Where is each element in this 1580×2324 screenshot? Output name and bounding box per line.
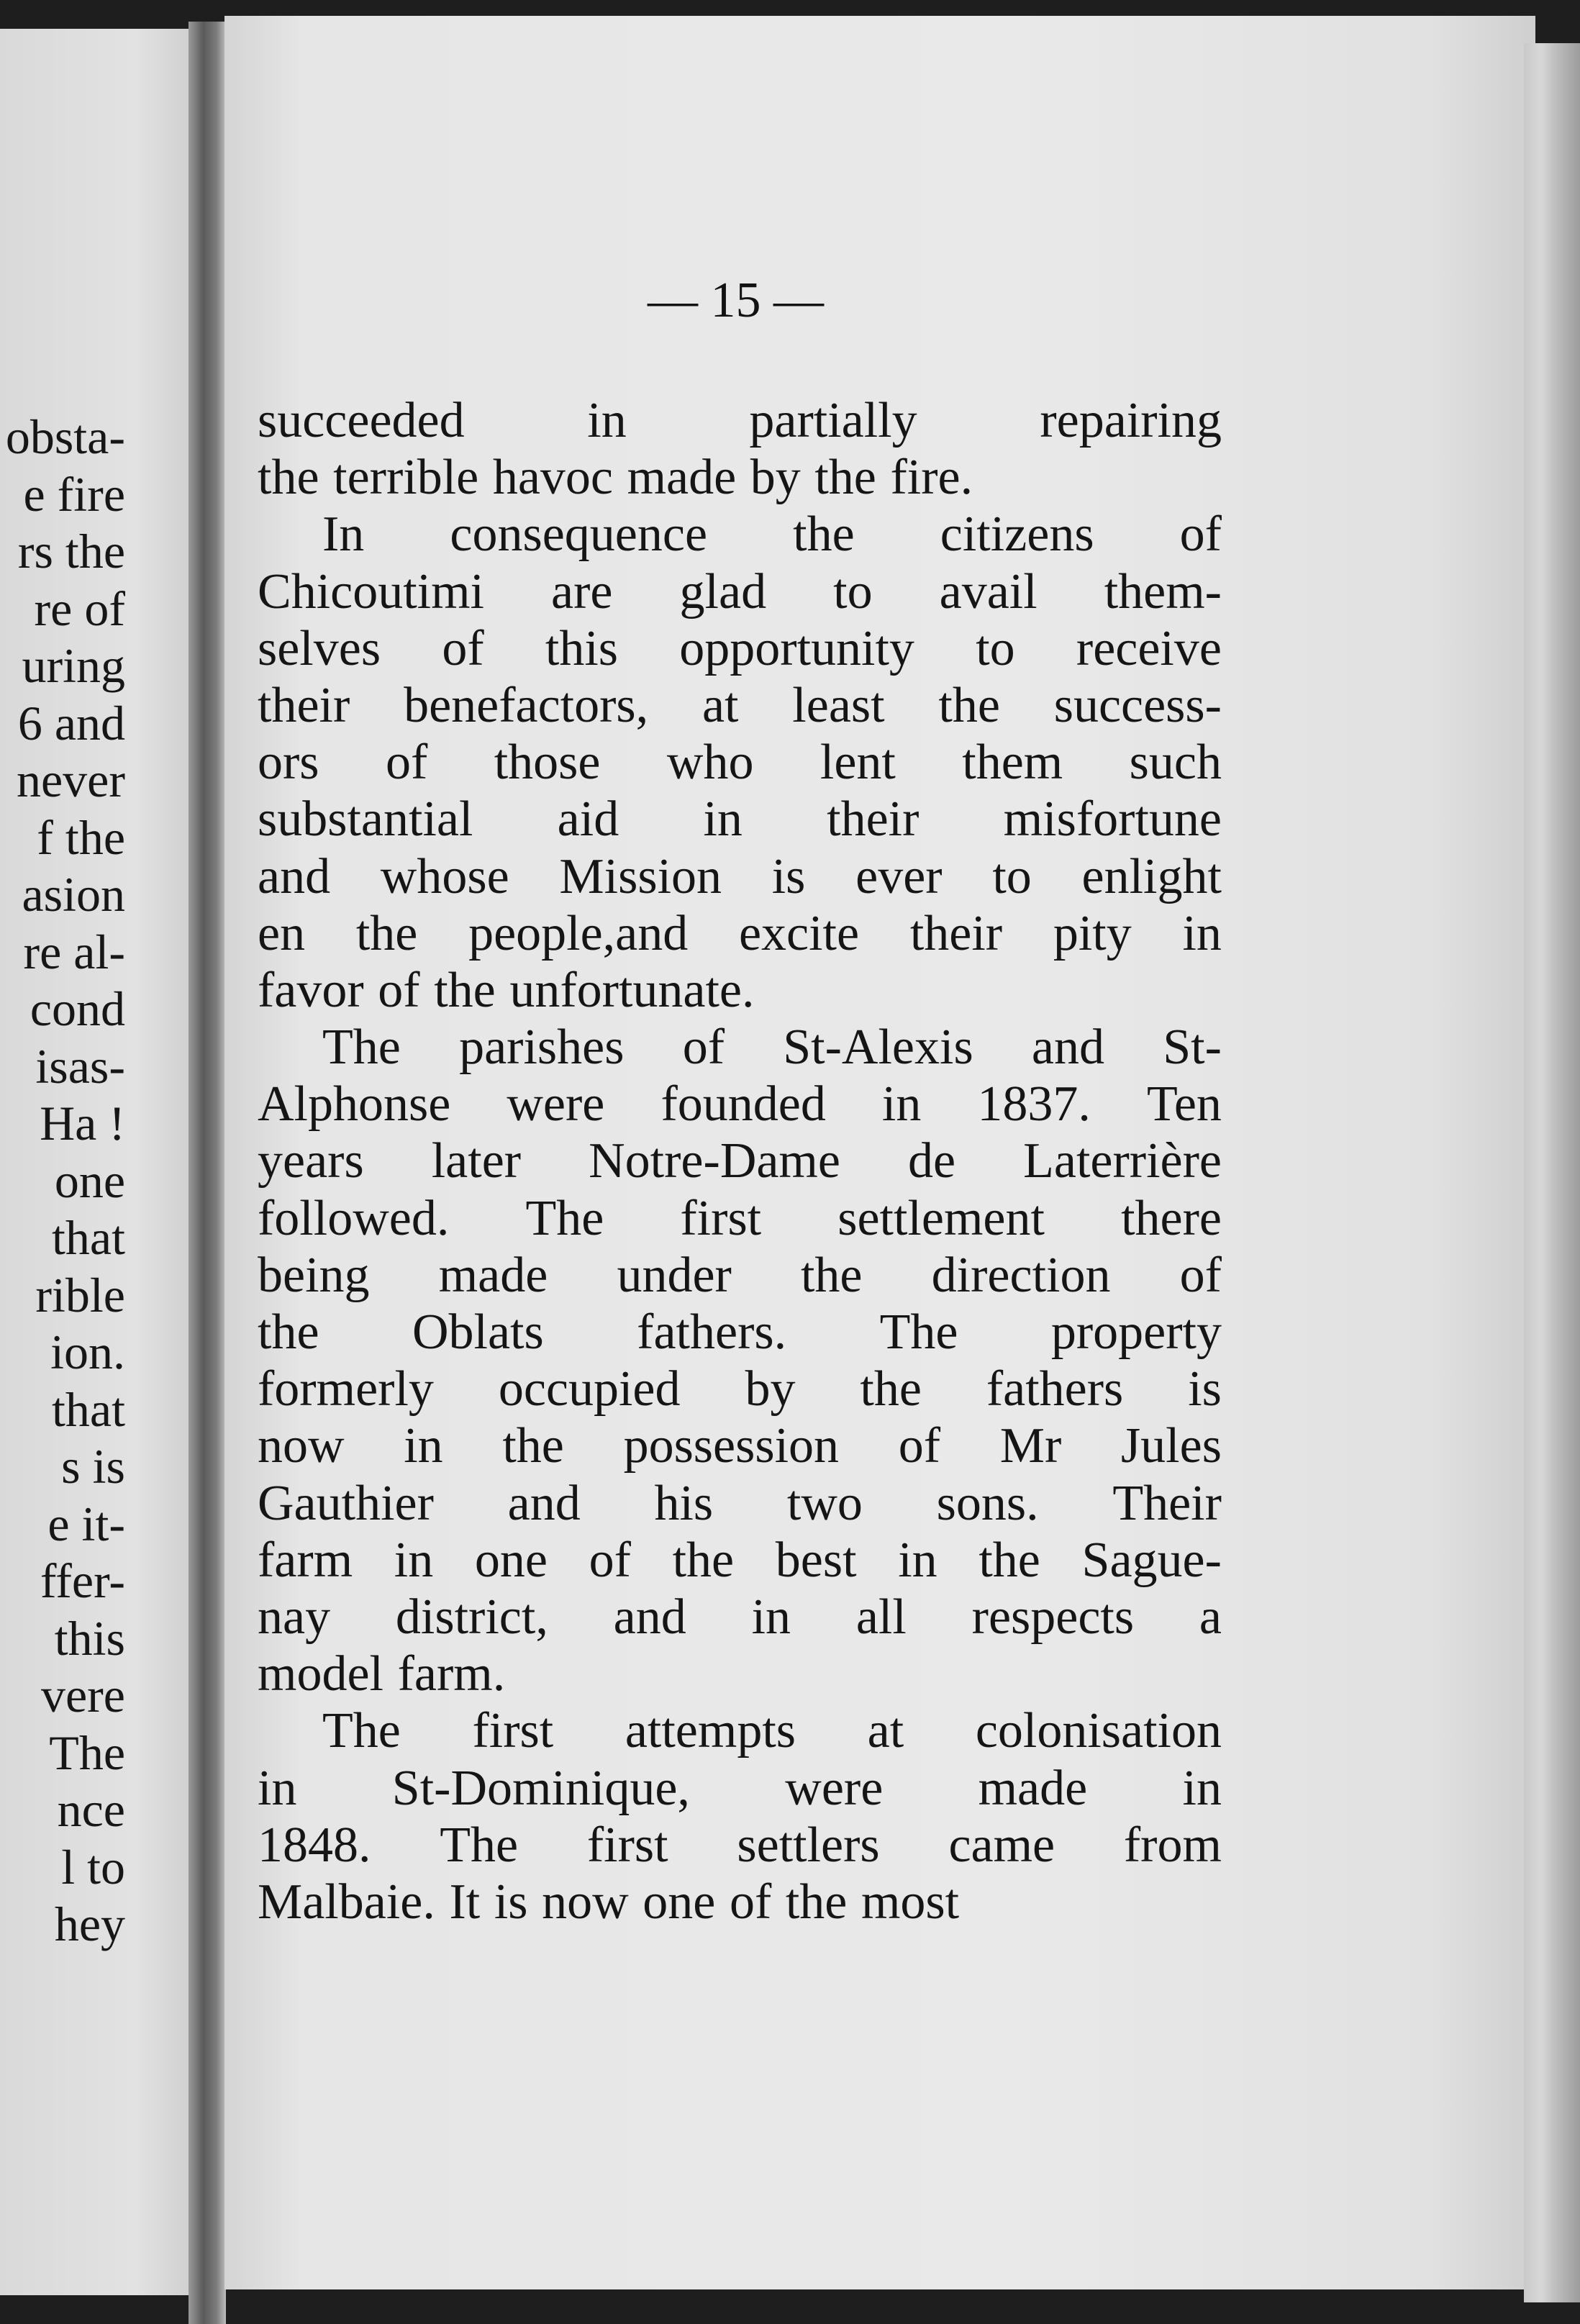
- text-line: in St-Dominique, were made in: [258, 1760, 1222, 1816]
- previous-page-line: uring: [22, 638, 125, 693]
- previous-page-line: rible: [35, 1267, 125, 1322]
- previous-page-line: isas-: [35, 1038, 125, 1094]
- previous-page-line: rs the: [17, 524, 125, 578]
- previous-page-fragment: [0, 29, 194, 2295]
- previous-page-line: f the: [37, 809, 125, 865]
- previous-page-line: nce: [57, 1782, 125, 1837]
- text-line: favor of the unfortunate.: [258, 962, 755, 1018]
- previous-page-line: l to: [61, 1839, 125, 1894]
- previous-page-line: hey: [54, 1897, 125, 1951]
- page-edge: [1524, 43, 1580, 2302]
- text-line: Chicoutimi are glad to avail them-: [258, 563, 1222, 619]
- previous-page-line: asion: [22, 867, 125, 922]
- previous-page-line: vere: [40, 1668, 125, 1722]
- text-line: and whose Mission is ever to enlight: [258, 848, 1222, 904]
- previous-page-line: Ha !: [40, 1096, 125, 1150]
- previous-page-line: that: [52, 1381, 125, 1437]
- text-line: being made under the direction of: [258, 1247, 1222, 1303]
- previous-page-line: this: [54, 1610, 125, 1666]
- previous-page-line: one: [54, 1153, 125, 1208]
- previous-page-line: e fire: [23, 466, 125, 522]
- previous-page-text: [6, 409, 125, 1953]
- text-line: succeeded in partially repairing: [258, 393, 1222, 448]
- previous-page-line: s is: [61, 1439, 125, 1494]
- previous-page-line: re al-: [23, 924, 125, 979]
- text-line: Gauthier and his two sons. Their: [258, 1475, 1222, 1531]
- previous-page-line: that: [52, 1210, 125, 1265]
- previous-page-line: ion.: [50, 1325, 125, 1379]
- page-body-text: [258, 392, 1222, 1930]
- text-line: years later Notre-Dame de Laterrière: [258, 1133, 1222, 1189]
- text-line: their benefactors, at least the success-: [258, 677, 1222, 733]
- text-line: the terrible havoc made by the fire.: [258, 450, 973, 506]
- text-line: now in the possession of Mr Jules: [258, 1418, 1222, 1474]
- text-line: selves of this opportunity to receive: [258, 620, 1222, 676]
- text-line: farm in one of the best in the Sague-: [258, 1532, 1222, 1588]
- text-line: nay district, and in all respects a: [258, 1589, 1222, 1645]
- text-line: ors of those who lent them such: [258, 735, 1222, 791]
- text-line: the Oblats fathers. The property: [258, 1304, 1222, 1360]
- text-line: formerly occupied by the fathers is: [258, 1361, 1222, 1417]
- previous-page-line: ffer-: [40, 1553, 125, 1608]
- text-line: followed. The first settlement there: [258, 1190, 1222, 1246]
- text-line: 1848. The first settlers came from: [258, 1817, 1222, 1873]
- book-gutter: [189, 22, 226, 2324]
- page-number: — 15 —: [648, 273, 824, 328]
- previous-page-line: 6 and: [17, 695, 125, 750]
- text-line: Alphonse were founded in 1837. Ten: [258, 1076, 1222, 1133]
- text-line: en the people,and excite their pity in: [258, 905, 1222, 961]
- previous-page-line: e it-: [47, 1496, 125, 1551]
- previous-page-line: cond: [29, 981, 125, 1036]
- text-line: Malbaie. It is now one of the most: [258, 1874, 960, 1930]
- previous-page-line: never: [16, 753, 125, 807]
- text-line: In consequence the citizens of: [322, 507, 1222, 563]
- previous-page-line: obsta-: [5, 409, 125, 464]
- previous-page-line: re of: [34, 581, 125, 636]
- previous-page-line: The: [49, 1725, 125, 1780]
- text-line: substantial aid in their misfortune: [258, 791, 1222, 848]
- text-line: The parishes of St-Alexis and St-: [322, 1020, 1222, 1076]
- text-line: model farm.: [258, 1646, 506, 1702]
- text-line: The first attempts at colonisation: [322, 1703, 1222, 1759]
